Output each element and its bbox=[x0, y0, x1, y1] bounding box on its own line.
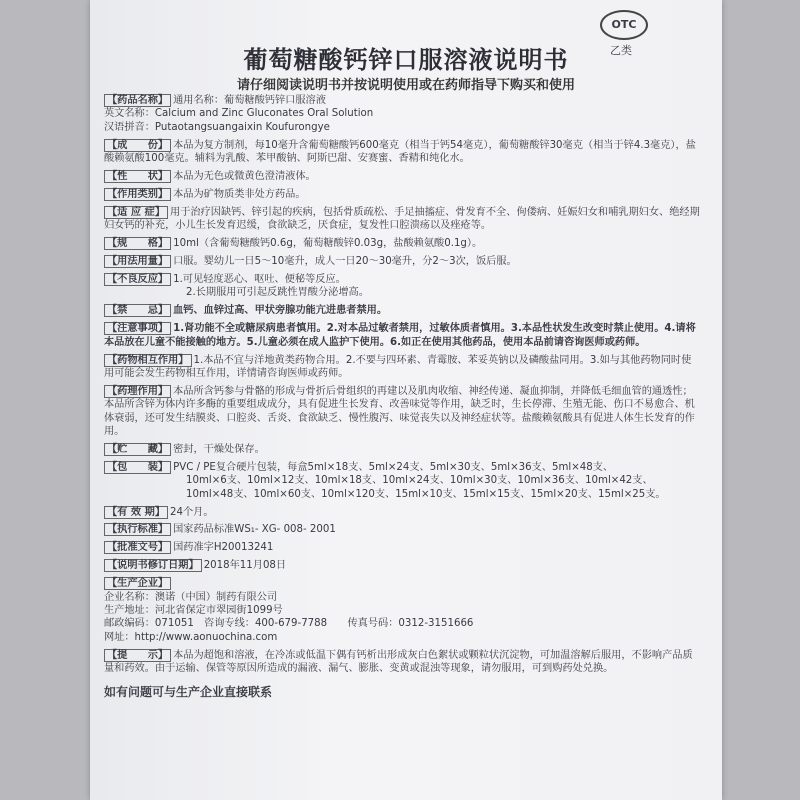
precautions-text: 1.肾功能不全或糖尿病患者慎用。2.对本品过敏者禁用，过敏体质者慎用。3.本品性状发生改变时禁止使用。4.请将本品放在儿童不能接触的地方。5.儿童必须在成人监护下使用。6.如正在使用其他药品，使用本品前请咨询医师或药师。 bbox=[104, 323, 696, 348]
dosage-label: 【用法用量】 bbox=[104, 255, 171, 268]
section-manufacturer bbox=[104, 577, 700, 644]
package-line-3: 10ml×48支、10ml×60支、10ml×120支、15ml×10支、15ml×15支、15ml×20支、15ml×25支。 bbox=[186, 488, 666, 500]
character-label: 【性 状】 bbox=[104, 170, 171, 183]
specification-label: 【规 格】 bbox=[104, 237, 171, 250]
manufacturer-company: 企业名称：澳诺（中国）制药有限公司 bbox=[104, 591, 278, 603]
category-text: 本品为矿物质类非处方药品。 bbox=[173, 188, 306, 200]
drug-name-label: 【药品名称】 bbox=[104, 94, 171, 107]
indications-text: 用于治疗因缺钙、锌引起的疾病，包括骨质疏松、手足抽搐症、骨发育不全、佝偻病、妊娠妇女和哺乳期妇女、绝经期妇女钙的补充，小儿生长发育迟缓，食欲缺乏，厌食症，复发性口腔溃疡以及痤疮等。 bbox=[104, 206, 700, 232]
package-label: 【包 装】 bbox=[104, 461, 171, 474]
section-tip bbox=[104, 649, 700, 676]
storage-label: 【贮 藏】 bbox=[104, 443, 171, 456]
tip-label: 【提 示】 bbox=[104, 649, 171, 662]
section-revision bbox=[104, 559, 700, 572]
otc-class-label: 乙类 bbox=[610, 44, 632, 57]
manufacturer-address: 生产地址：河北省保定市翠园街1099号 bbox=[104, 605, 283, 616]
otc-badge: OTC bbox=[600, 10, 648, 40]
leaflet-body bbox=[104, 94, 700, 699]
leaflet-paper bbox=[90, 0, 722, 800]
section-storage bbox=[104, 443, 700, 456]
drug-pinyin-name: 汉语拼音：Putaotangsuangaixin Koufurongye bbox=[104, 121, 330, 133]
section-drug-name bbox=[104, 94, 700, 134]
standard-text: 国家药品标准WS₁- XG- 008- 2001 bbox=[173, 524, 336, 536]
validity-label: 【有 效 期】 bbox=[104, 506, 168, 519]
composition-label: 【成 份】 bbox=[104, 139, 171, 152]
section-specification bbox=[104, 237, 700, 250]
revision-text: 2018年11月08日 bbox=[203, 560, 287, 572]
drug-english-name: 英文名称：Calcium and Zinc Gluconates Oral Solution bbox=[104, 108, 374, 120]
pharmacology-text: 本品所含钙参与骨骼的形成与骨折后骨组织的再建以及肌肉收缩、神经传递、凝血抑制，并降低毛细血管的通透性；本品所含锌为体内许多酶的重要组成成分，具有促进生长发育、改善味觉等作用，缺乏时，生长停滞、生殖无能、伤口不易愈合、机体衰弱，还可发生结膜炎、口腔炎、舌炎、食欲缺乏、慢性腹泻、味觉丧失以及神经症状等。盐酸赖氨酸具有促进人体生长发育的作用。 bbox=[104, 385, 695, 438]
package-line-1: PVC / PE复合硬片包装，每盒5ml×18支、5ml×24支、5ml×30支、5ml×36支、5ml×48支、 bbox=[173, 461, 614, 473]
section-precautions bbox=[104, 322, 700, 349]
contraindications-label: 【禁 忌】 bbox=[104, 304, 171, 317]
section-contraindications bbox=[104, 304, 700, 317]
adverse-line-2: 2.长期服用可引起反跳性胃酸分泌增高。 bbox=[186, 287, 369, 299]
adverse-label: 【不良反应】 bbox=[104, 273, 171, 286]
revision-label: 【说明书修订日期】 bbox=[104, 559, 202, 572]
standard-label: 【执行标准】 bbox=[104, 523, 171, 536]
usage-warning: 请仔细阅读说明书并按说明使用或在药师指导下购买和使用 bbox=[236, 78, 575, 93]
manufacturer-contact: 邮政编码：071051 咨询专线：400-679-7788 传真号码：0312-3151666 bbox=[104, 618, 474, 630]
interactions-label: 【药物相互作用】 bbox=[104, 354, 192, 367]
section-validity bbox=[104, 506, 700, 519]
specification-text: 10ml（含葡萄糖酸钙0.6g，葡萄糖酸锌0.03g，盐酸赖氨酸0.1g）。 bbox=[173, 238, 483, 250]
storage-text: 密封，干燥处保存。 bbox=[173, 443, 265, 455]
category-label: 【作用类别】 bbox=[104, 188, 171, 201]
contact-note: 如有问题可与生产企业直接联系 bbox=[104, 684, 273, 699]
section-package bbox=[104, 461, 700, 501]
approval-label: 【批准文号】 bbox=[104, 541, 171, 554]
interactions-text: 1.本品不宜与洋地黄类药物合用。2.不要与四环素、青霉胺、苯妥英钠以及磷酸盐同用。3.如与其他药物同时使用可能会发生药物相互作用，详情请咨询医师或药师。 bbox=[104, 354, 692, 379]
section-character bbox=[104, 170, 700, 183]
precautions-label: 【注意事项】 bbox=[104, 322, 171, 335]
section-category bbox=[104, 188, 700, 201]
tip-text: 本品为超饱和溶液，在冷冻或低温下偶有钙析出形成灰白色絮状或颗粒状沉淀物，可加温溶解后服用，不影响产品质量和药效。由于运输、保管等原因所造成的漏液、漏气、膨胀、变黄或混浊等现象，请勿服用，可到购药处兑换。 bbox=[104, 649, 693, 675]
dosage-text: 口服。婴幼儿一日5～10毫升，成人一日20～30毫升，分2～3次，饭后服。 bbox=[173, 256, 517, 268]
section-dosage bbox=[104, 255, 700, 268]
character-text: 本品为无色或微黄色澄清液体。 bbox=[173, 171, 316, 183]
drug-common-name: 通用名称：葡萄糖酸钙锌口服溶液 bbox=[173, 95, 326, 106]
validity-text: 24个月。 bbox=[170, 506, 214, 518]
manufacturer-website: 网址：http://www.aonuochina.com bbox=[104, 631, 278, 643]
section-indications bbox=[104, 206, 700, 233]
indications-label: 【适 应 症】 bbox=[104, 206, 168, 219]
composition-text: 本品为复方制剂，每10毫升含葡萄糖酸钙600毫克（相当于钙54毫克），葡萄糖酸锌30毫克（相当于锌4.3毫克），盐酸赖氨酸100毫克。辅料为乳酸、苯甲酸钠、阿斯巴甜、安赛蜜、香精和纯化水。 bbox=[104, 139, 696, 165]
section-composition bbox=[104, 139, 700, 166]
section-pharmacology bbox=[104, 385, 700, 439]
section-adverse bbox=[104, 273, 700, 300]
pharmacology-label: 【药理作用】 bbox=[104, 385, 171, 398]
contraindications-text: 血钙、血锌过高、甲状旁腺功能亢进患者禁用。 bbox=[173, 305, 388, 317]
manufacturer-label: 【生产企业】 bbox=[104, 577, 171, 590]
package-line-2: 10ml×6支、10ml×12支、10ml×18支、10ml×24支、10ml×30支、10ml×36支、10ml×42支、 bbox=[186, 475, 653, 487]
approval-text: 国药准字H20013241 bbox=[173, 542, 274, 554]
document-title: 葡萄糖酸钙锌口服溶液说明书 bbox=[243, 46, 569, 74]
section-interactions bbox=[104, 354, 700, 381]
adverse-line-1: 1.可见轻度恶心、呕吐、便秘等反应。 bbox=[173, 273, 346, 285]
section-approval bbox=[104, 541, 700, 554]
section-standard bbox=[104, 523, 700, 536]
